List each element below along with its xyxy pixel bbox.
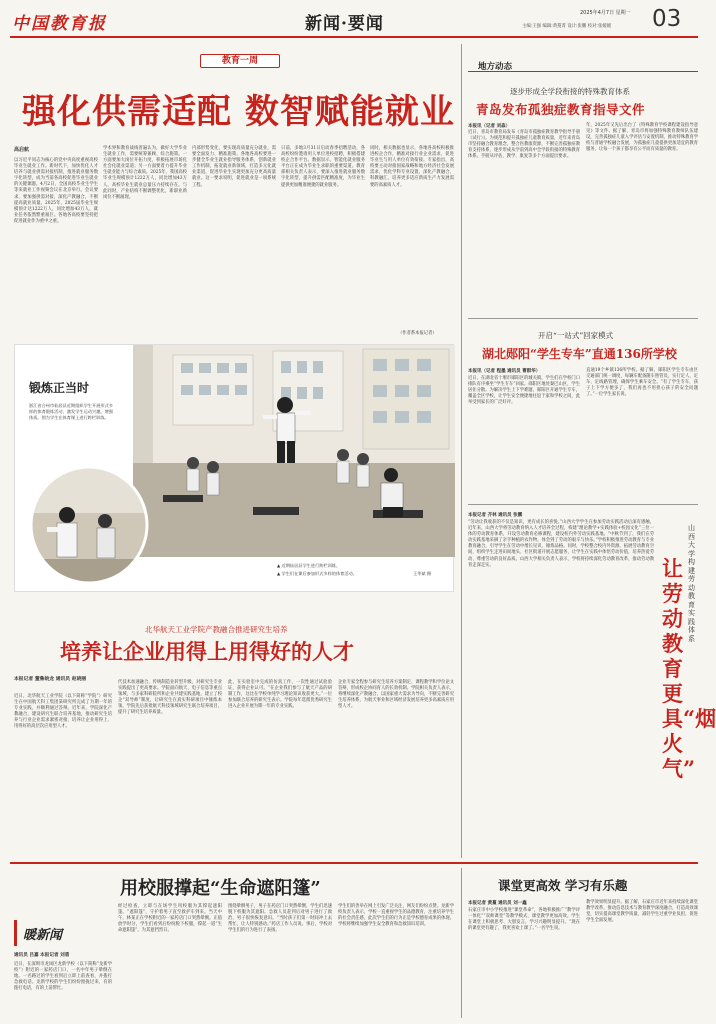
lead-author-note: （作者系本报记者） (398, 331, 437, 336)
masthead (0, 0, 707, 38)
qingdao-kicker: 逐步形成全学段衔接的特殊教育体系 (510, 87, 630, 96)
training-col-2: 代技术加速融合，传统制造业转型升级，对研究生专业实践提出了更高要求。学院面向航天、电子信息等重点领域，与多家科研院所和企业共建实践基地，建立了校企“双导师”制度，让研究生在真实科研项目中锤炼本领。学院先后获批航天科技领域研究生联合培养项目，提升了研究生培养质量。 (118, 680, 222, 716)
local-news-header-text: 地方动态 (478, 62, 513, 72)
classroom-byline: 本报记者 黄蔓 通讯员 刘一鑫 (468, 901, 527, 906)
bus-col-1: 近日，在湖北省十堰市郧阳区的城关镇，学生们在学校门口排队有序乘坐“学生专车”回家。郧阳区地处秦巴山区，学生居住分散。为解决学生上下学难题，郧阳区开通学生专车，覆盖全区学校，让学生安全便捷地往返于家和学校之间，此举受到家长的广泛好评。 (468, 376, 580, 406)
uniform-col-2: 经过检查，立即与在场学生用校服为其撑起遮阳篷。“遮阳篷”，守护着男子直至救护车到来。当天中午，林某正在学校附近的一家药店门口突然晕倒。正值放学时分，学生们看到后纷纷脱下校服，撑起一道“生命遮阳篷”，为其遮挡烈日。 (118, 904, 222, 934)
photo-sub-caption-1: ▲ 近期仙居县学生进行跨栏训练。 (277, 563, 341, 568)
uniform-col-1: 近日，在深圳市龙岗区龙新学校（以下简称“龙新学校”）附近的一家药店门口，一名中年男子晕倒在地。一名路过的学生看到后立即上前查看，并拨打急救电话。龙新学校的学生们纷纷围拢过来，有的拨打电话，有的上前帮忙。 (14, 962, 112, 992)
lead-byline: 高启航 (14, 147, 30, 153)
photo-title: 锻炼正当时 (29, 381, 90, 395)
bus-bottom-rule (468, 504, 698, 505)
lead-col-1: 以习近平同志为核心的党中央高度重视高校毕业生就业工作。新时代下，加快优化人才培养与就业供需对接机制，推进就业服务数字化转型，成为当前各高校促进毕业生就业的关键课题。4月2日，全国高校毕业生学生等来就业工作视频会议在北京举行。会议要求，要加强供需对接，深化产教融合，不断提高就业质量。2025年，2025届毕业生规模预计达1222万人，同比增加43万人，就业任务依然繁重艰巨。各地各高校要坚持把促进就业作为重中之重。 (14, 158, 98, 224)
uniform-col-3: 围绕晕倒男子，男子在药店门口突然晕倒，学生们迅速脱下校服为其遮阳。急救人员赶到后对男子进行了救治，男子很快恢复意识。“当时孩子们第一时间冲上去帮忙，让人特别感动。”药店工作人员说。事后，学校对学生们的行为进行了表扬。 (228, 904, 332, 934)
issue-date: 2025年4月7日 星期一 (580, 10, 631, 16)
uniform-byline: 通讯员 吕嘉 本报记者 刘盾 (14, 953, 70, 958)
shanxi-byline: 本报记者 齐林 通讯员 张鹏 (468, 513, 523, 518)
training-kicker: 北华航天工业学院产教融合推进研究生培养 (145, 625, 288, 634)
paper-name: 中国教育报 (12, 14, 107, 34)
qingdao-bottom-rule (468, 318, 698, 319)
qingdao-col-2: 年，2025年又先后出台了《特殊教育学校课程建设指导意见》等文件。据了解，青岛市将加强特殊教育教师队伍建设，完善孤独症儿童入学评估与安置机制，推动特殊教育学校与普通学校融合发展，为孤独症儿童提供更加适宜的教育服务，让每一个孩子都享有公平而有质量的教育。 (586, 123, 698, 153)
qingdao-byline: 本报讯（记者 刘淼） (468, 124, 511, 129)
lead-col-5: 同时，相关数据也显示，各地各高校积极推进校企合作，精准对接行业企业需求，促进毕业生与用人单位有效衔接。专家指出，高校要主动对接国家战略和地方经济社会发展需求，优化学科专业设置，深化产教融合、科教融汇，培养更多适应新质生产力发展需要的高素质人才。 (370, 146, 454, 188)
warm-news-tag (14, 920, 74, 946)
photo-credit: 王华斌 摄 (413, 571, 432, 576)
schoolyard-photo (133, 345, 455, 557)
vertical-divider (461, 44, 462, 858)
section-title: 新闻·要闻 (305, 14, 384, 34)
training-col-3: 此，在实验室中完成的仿真工作，一次性通过试验验证，获得企业认可。“在企业我们参与了航天产品的研制工作，这比在学校单纯学习理论知识收获更大。”一位参加联合培养的研究生表示。学院每年选派优秀研究生进入企业开展为期一年的专业实践。 (228, 680, 332, 710)
lead-col-2: 学术界和教育战线普遍认为，做好大学毕业生就业工作，需要统筹兼顾、综合施策。一方面要加大岗位开拓力度，积极拓展市场化社会化就业渠道；另一方面要着力提升毕业生就业能力与综合素质。2025年，我国高校毕业生规模预计1222万人，同比增加43万人，高校毕业生就业总量压力持续存在。与此同时，产业结构不断调整优化，新职业新岗位不断涌现。 (103, 146, 187, 200)
photo-sub-caption-2: ▲ 学生们在课后参加形式多样的体育活动。 (277, 571, 357, 576)
bus-kicker: 开启“一站式”回家模式 (538, 331, 614, 340)
bottom-vertical-divider (461, 868, 462, 1018)
training-col-1: 近日，北华航天工业学院（以下简称“学院”）研究生在中国航天科工集团某研究所完成了为期一年的专业实践，并顺利通过答辩。近年来，学院深化产教融合，建设研究生联合培养基地，推动研究生培养与行业企业需求紧密对接，培养让企业用得上、用得好的高层次应用型人才。 (14, 694, 112, 730)
lead-col-4: 日前，多地3月31日启动春季招聘活动，各高校纷纷邀请用人单位进校招聘，积极搭建校企合作平台。数据显示，智能化就业服务平台正在成为毕业生求职的重要渠道。教育部相关负责人表示，要深入推进就业服务数字化转型，提升供需匹配精准度，为毕业生提供更加精准便捷的就业服务。 (281, 146, 365, 188)
lead-col-3: 内部形势变化，要实现高质量充分就业，需要全面发力、精准施策。各地各高校要进一步健全毕业生就业指导服务体系，创新就业工作机制，拓宽就业新领域，打造多元化就业渠道，促进毕业生实现更加充分更高质量就业。这一要求说明，促进就业是一项系统工程。 (192, 146, 276, 188)
bus-headline: 湖北郧阳“学生专车”直通136所学校 (482, 347, 677, 361)
shanxi-body: “劳动让我收获的不仅是知识，更有成长的喜悦。”山西大学学生在参加劳动实践活动后深有感触。近年来，山西大学将劳动教育纳入人才培养全过程，构建“理论教学+实践体验+校园文化”三位一体的劳动教育体系，开设劳动教育必修课程，建设校内外劳动实践基地。“中秋节到了，我们在劳动实践基地采摘了亲手种植的农作物，体会到了劳动的艰辛与快乐。”学校积极推进劳动教育与专业教育融合，引导学生在劳动中增长见识、锤炼品格。同时，学校整合校内外资源，拓展劳动教育空间，组织学生走进田间地头、社区街道开展志愿服务，让学生在实践中体悟劳动价值，培养热爱劳动、尊重劳动的良好品质。山西大学相关负责人表示，学校将持续深化劳动教育改革，推动劳动教育走深走实。 (468, 520, 654, 568)
bottom-band-rule (10, 862, 698, 864)
photo-feature (14, 344, 454, 592)
uniform-col-4: 学生们的善举在网上引发广泛关注，网友们纷纷点赞。龙新学校负责人表示，学校一直重视学生的品德教育，注重培养学生的社会责任感，此次学生们的行为正是学校德育成果的体现。学校将继续加强学生安全教育和急救知识培训。 (338, 904, 455, 928)
training-byline: 本报记者 董鲁皖龙 通讯员 赵晓丽 (14, 676, 87, 682)
lead-headline: 强化供需适配 数智赋能就业 (22, 92, 455, 132)
page-number: 03 (652, 6, 682, 32)
uniform-headline: 用校服撑起“生命遮阳篷” (120, 878, 321, 899)
edition-tag-text: 教育一周 (221, 56, 258, 66)
editors-line: 主编:王强 编辑:黄蔓菁 设计:张鹏 校对:张媛媛 (522, 24, 612, 29)
qingdao-headline: 青岛发布孤独症教育指导文件 (476, 102, 646, 117)
training-col-4: 企业专家全程参与研究生培养方案制定、课程教学和学位论文答辩，形成校企协同育人的长效机制。学院相关负责人表示，将继续深化产教融合，以国家重大需求为导向，不断完善研究生培养体系，为航天事业和区域经济发展培养更多高素质应用型人才。 (338, 680, 455, 710)
bus-byline: 本报讯（记者 程墨 通讯员 曹群华） (468, 369, 541, 374)
local-news-header (468, 60, 698, 72)
masthead-rule (10, 36, 698, 38)
classroom-col-1: 石家庄市中小学校推进“课堂革命”，各地积极推广“教学评一体化”“双师课堂”等教学模式，课堂教学更加高效。学生在课堂上积极思考、大胆发言，学习兴趣明显提升。“现在的课堂更有趣了，我更喜欢上课了。”一名学生说。 (468, 908, 580, 932)
qingdao-col-1: 近日，青岛市教育局发布《青岛市孤独症教育教学指导手册（试行）》。为规范和提升孤独症儿童教育质量，近年来青岛市坚持融合教育理念，整合医教康资源，不断完善孤独症教育支持体系，逐步形成从学前到高中全学段衔接的特殊教育体系。手册从评估、教学、康复等多个方面提出要求。 (468, 130, 580, 160)
bus-col-2: 直通19个乡镇136所学校。据了解，郧阳区学生专车由区交通部门统一调度，每辆车配备随车照管员，实行定人、定车、定线路管理，确保学生乘车安全。“有了学生专车，孩子上下学方便多了，我们再也不用担心孩子的安全问题了。”一位学生家长说。 (586, 368, 698, 398)
inset-circle-photo (27, 463, 151, 587)
edition-tag (200, 54, 280, 68)
classroom-headline: 课堂更高效 学习有乐趣 (498, 878, 628, 893)
classroom-col-2: 教学效果明显提升。据了解，石家庄市近年来持续深化课堂教学改革，推动信息技术与教育教学深度融合，打造高效课堂，切实提高课堂教学质量，减轻学生过重学业负担，促进学生全面发展。 (586, 900, 698, 924)
training-headline: 培养让企业用得上用得好的人才 (60, 639, 354, 664)
photo-caption: 浙江省台州市仙居县近期组织学生开展形式多样的体育锻炼活动，激发学生运动兴趣，增强体质。图为学生在体育课上进行跨栏训练。 (29, 403, 113, 420)
shanxi-headline: 让劳动教育更具“烟火气” (662, 556, 716, 781)
warm-news-tag-text: 暖新闻 (23, 928, 63, 943)
shanxi-kicker: 山西大学构建劳动教育实践体系 (688, 524, 695, 643)
